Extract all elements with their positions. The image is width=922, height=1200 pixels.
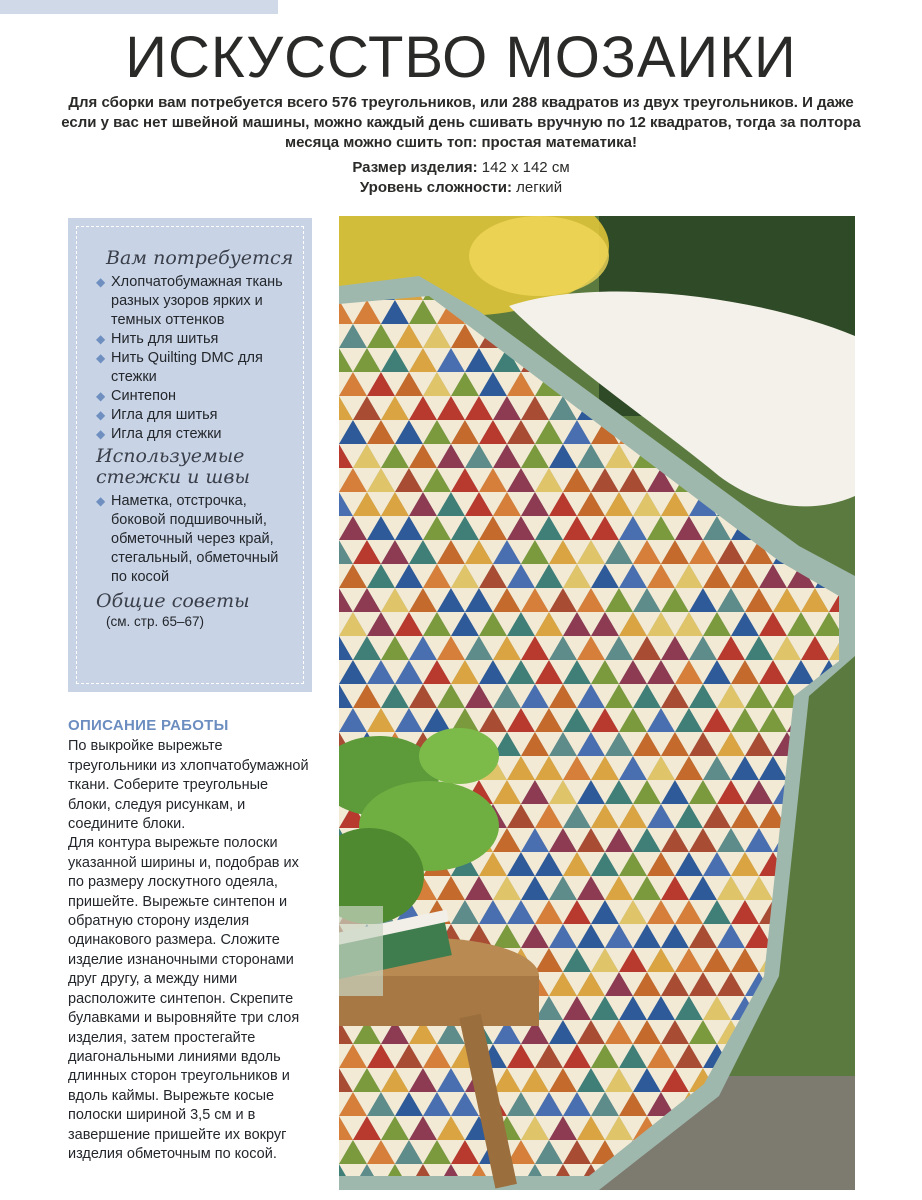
stitches-item [96,492,296,587]
bullet-icon: ◆ [96,351,106,365]
quilt-photo [339,216,855,1190]
materials-item [96,330,296,349]
materials-item [96,387,296,406]
materials-item-text: Нить для шитья [111,331,219,347]
size-value: 142 x 142 см [477,159,570,176]
stitches-heading: Используемые стежки и швы [96,445,250,488]
lead-paragraph: Для сборки вам потребуется всего 576 треугольников, или 288 квадратов из двух треугольников. И даже если у вас нет швейной машины, можно каждый день сшивать вручную по 12 квадратов, тогда за полтора месяца можно сшить топ: простая математика! [61,94,861,151]
bullet-icon: ◆ [96,275,106,289]
materials-item-text: Нить Quilting DMC для стежки [111,350,263,385]
bullet-icon: ◆ [96,389,106,403]
advice-note: (см. стр. 65–67) [106,614,205,629]
project-specs [0,158,922,198]
quilt-illustration [339,216,855,1190]
materials-item-text: Хлопчатобумажная ткань разных узоров ярких и темных оттенков [111,274,283,328]
description-paragraph-2: Для контура вырежьте полоски указанной ширины и, подобрав их по размеру лоскутного одеяла, пришейте. Вырежьте синтепон и обратную сторону изделия одинакового размера. Сложите изделие изнаночными сторонами друг другу, а между ними расположите синтепон. Скрепите булавками и выровняйте три слоя изделия, затем простегайте диагональными линиями вдоль длинных сторон треугольников и вдоль каймы. Вырежьте косые полоски шириной 3,5 см и в завершение пришейте их вокруг изделия обметочным по косой. [68,835,300,1162]
advice-heading: Общие советы [96,590,250,612]
bullet-icon: ◆ [96,332,106,346]
size-line [0,158,922,178]
bullet-icon: ◆ [96,408,106,422]
bullet-icon: ◆ [96,494,106,508]
materials-item [96,425,296,444]
level-label: Уровень сложности: [359,179,513,196]
work-description [68,716,314,1164]
materials-content [96,248,296,631]
level-line [0,178,922,198]
materials-heading: Вам потребуется [106,247,294,269]
materials-item-text: Игла для шитья [111,407,218,423]
top-color-strip [0,0,278,14]
materials-item-text: Игла для стежки [111,426,222,442]
description-paragraph-1: По выкройке вырежьте треугольники из хлопчатобумажной ткани. Соберите треугольные блоки, следуя рисункам, и соедините блоки. [68,738,309,833]
materials-item [96,273,296,330]
bullet-icon: ◆ [96,427,106,441]
materials-item-text: Синтепон [111,388,177,404]
stitches-item-text: Наметка, отстрочка, боковой подшивочный, обметочный через край, стегальный, обметочный по косой [111,493,279,585]
page-title: ИСКУССТВО МОЗАИКИ [125,25,797,90]
materials-list [96,273,296,444]
size-label: Размер изделия: [352,159,478,176]
materials-item [96,406,296,425]
yellow-blossoms-2 [469,216,609,296]
stitches-list [96,492,296,587]
description-title: ОПИСАНИЕ РАБОТЫ [68,717,229,734]
materials-box [68,218,312,692]
level-value: легкий [512,179,563,196]
materials-item [96,349,296,387]
